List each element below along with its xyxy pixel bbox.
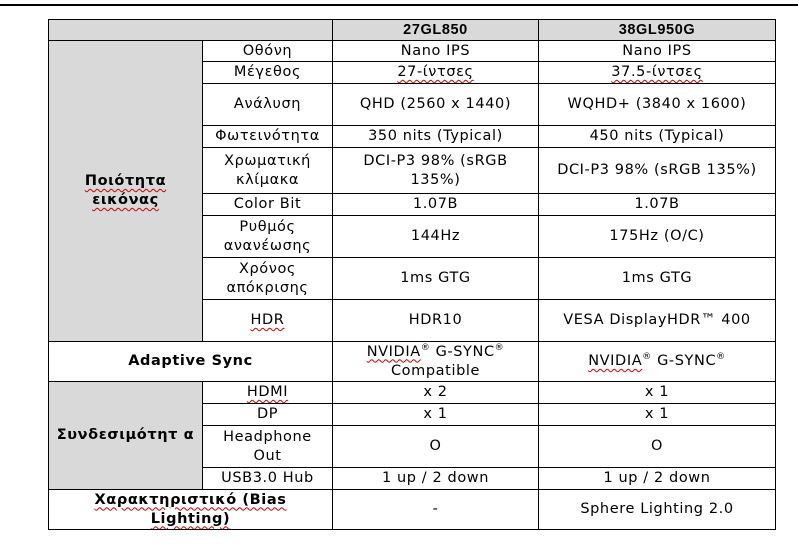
- spec-value-model1: QHD (2560 x 1440): [333, 84, 539, 126]
- spec-label: DP: [203, 404, 333, 426]
- table-row: [49, 382, 776, 404]
- spec-label: Color Bit: [203, 194, 333, 216]
- spec-value-model2: Nano IPS: [539, 41, 776, 62]
- adaptive-sync-model1: NVIDIA® G-SYNC® Compatible: [333, 342, 539, 382]
- top-rule: [0, 4, 798, 6]
- spec-label: Ρυθμός ανανέωσης: [203, 216, 333, 258]
- spec-value-model2: x 1: [539, 382, 776, 404]
- spec-label: Ανάλυση: [203, 84, 333, 126]
- category-connectivity: [49, 382, 203, 490]
- header-blank-cell: [49, 20, 333, 41]
- feature-model2: Sphere Lighting 2.0: [539, 490, 776, 530]
- spec-value-model2: 37.5-ίντσες: [539, 62, 776, 84]
- spec-value-model2: WQHD+ (3840 x 1600): [539, 84, 776, 126]
- spec-label: HDR: [203, 300, 333, 342]
- spec-comparison-table: [48, 19, 776, 530]
- spec-value-model1: O: [333, 426, 539, 468]
- spec-value-model1: DCI-P3 98% (sRGB 135%): [333, 148, 539, 194]
- spec-value-model1: HDR10: [333, 300, 539, 342]
- header-model1: 27GL850: [333, 20, 539, 41]
- spec-label: Χρωματική κλίμακα: [203, 148, 333, 194]
- spec-value-model1: x 1: [333, 404, 539, 426]
- feature-model1: -: [333, 490, 539, 530]
- spec-value-model1: 1ms GTG: [333, 258, 539, 300]
- header-model2: 38GL950G: [539, 20, 776, 41]
- table-row: [49, 342, 776, 382]
- category-image-quality: [49, 41, 203, 342]
- spec-label: Μέγεθος: [203, 62, 333, 84]
- spec-label: HDMI: [203, 382, 333, 404]
- spec-value-model2: 1ms GTG: [539, 258, 776, 300]
- header-row: [49, 20, 776, 41]
- spec-value-model1: 1.07B: [333, 194, 539, 216]
- spec-label: Οθόνη: [203, 41, 333, 62]
- category-label: Συνδεσιμότητ α: [56, 427, 195, 443]
- spec-value-model2: 1.07B: [539, 194, 776, 216]
- category-label: Ποιότητα εικόνας: [84, 173, 167, 208]
- spec-value-model2: O: [539, 426, 776, 468]
- table-row: [49, 41, 776, 62]
- category-label: Χαρακτηριστικό (Bias Lighting): [94, 491, 287, 527]
- category-feature: [49, 490, 333, 530]
- category-adaptive-sync: Adaptive Sync: [49, 342, 333, 382]
- adaptive-sync-model2: NVIDIA® G-SYNC®: [539, 342, 776, 382]
- spec-value-model2: DCI-P3 98% (sRGB 135%): [539, 148, 776, 194]
- spec-value-model1: x 2: [333, 382, 539, 404]
- spec-value-model2: 1 up / 2 down: [539, 468, 776, 490]
- spec-value-model2: 175Hz (O/C): [539, 216, 776, 258]
- spec-value-model2: 450 nits (Typical): [539, 126, 776, 148]
- spec-label: Headphone Out: [203, 426, 333, 468]
- spec-value-model1: Nano IPS: [333, 41, 539, 62]
- spec-label: Χρόνος απόκρισης: [203, 258, 333, 300]
- spec-label: Φωτεινότητα: [203, 126, 333, 148]
- spec-value-model2: x 1: [539, 404, 776, 426]
- spec-value-model1: 1 up / 2 down: [333, 468, 539, 490]
- table-row: [49, 490, 776, 530]
- spec-value-model1: 27-ίντσες: [333, 62, 539, 84]
- spec-value-model2: VESA DisplayHDR™ 400: [539, 300, 776, 342]
- spec-value-model1: 144Hz: [333, 216, 539, 258]
- spec-label: USB3.0 Hub: [203, 468, 333, 490]
- spec-value-model1: 350 nits (Typical): [333, 126, 539, 148]
